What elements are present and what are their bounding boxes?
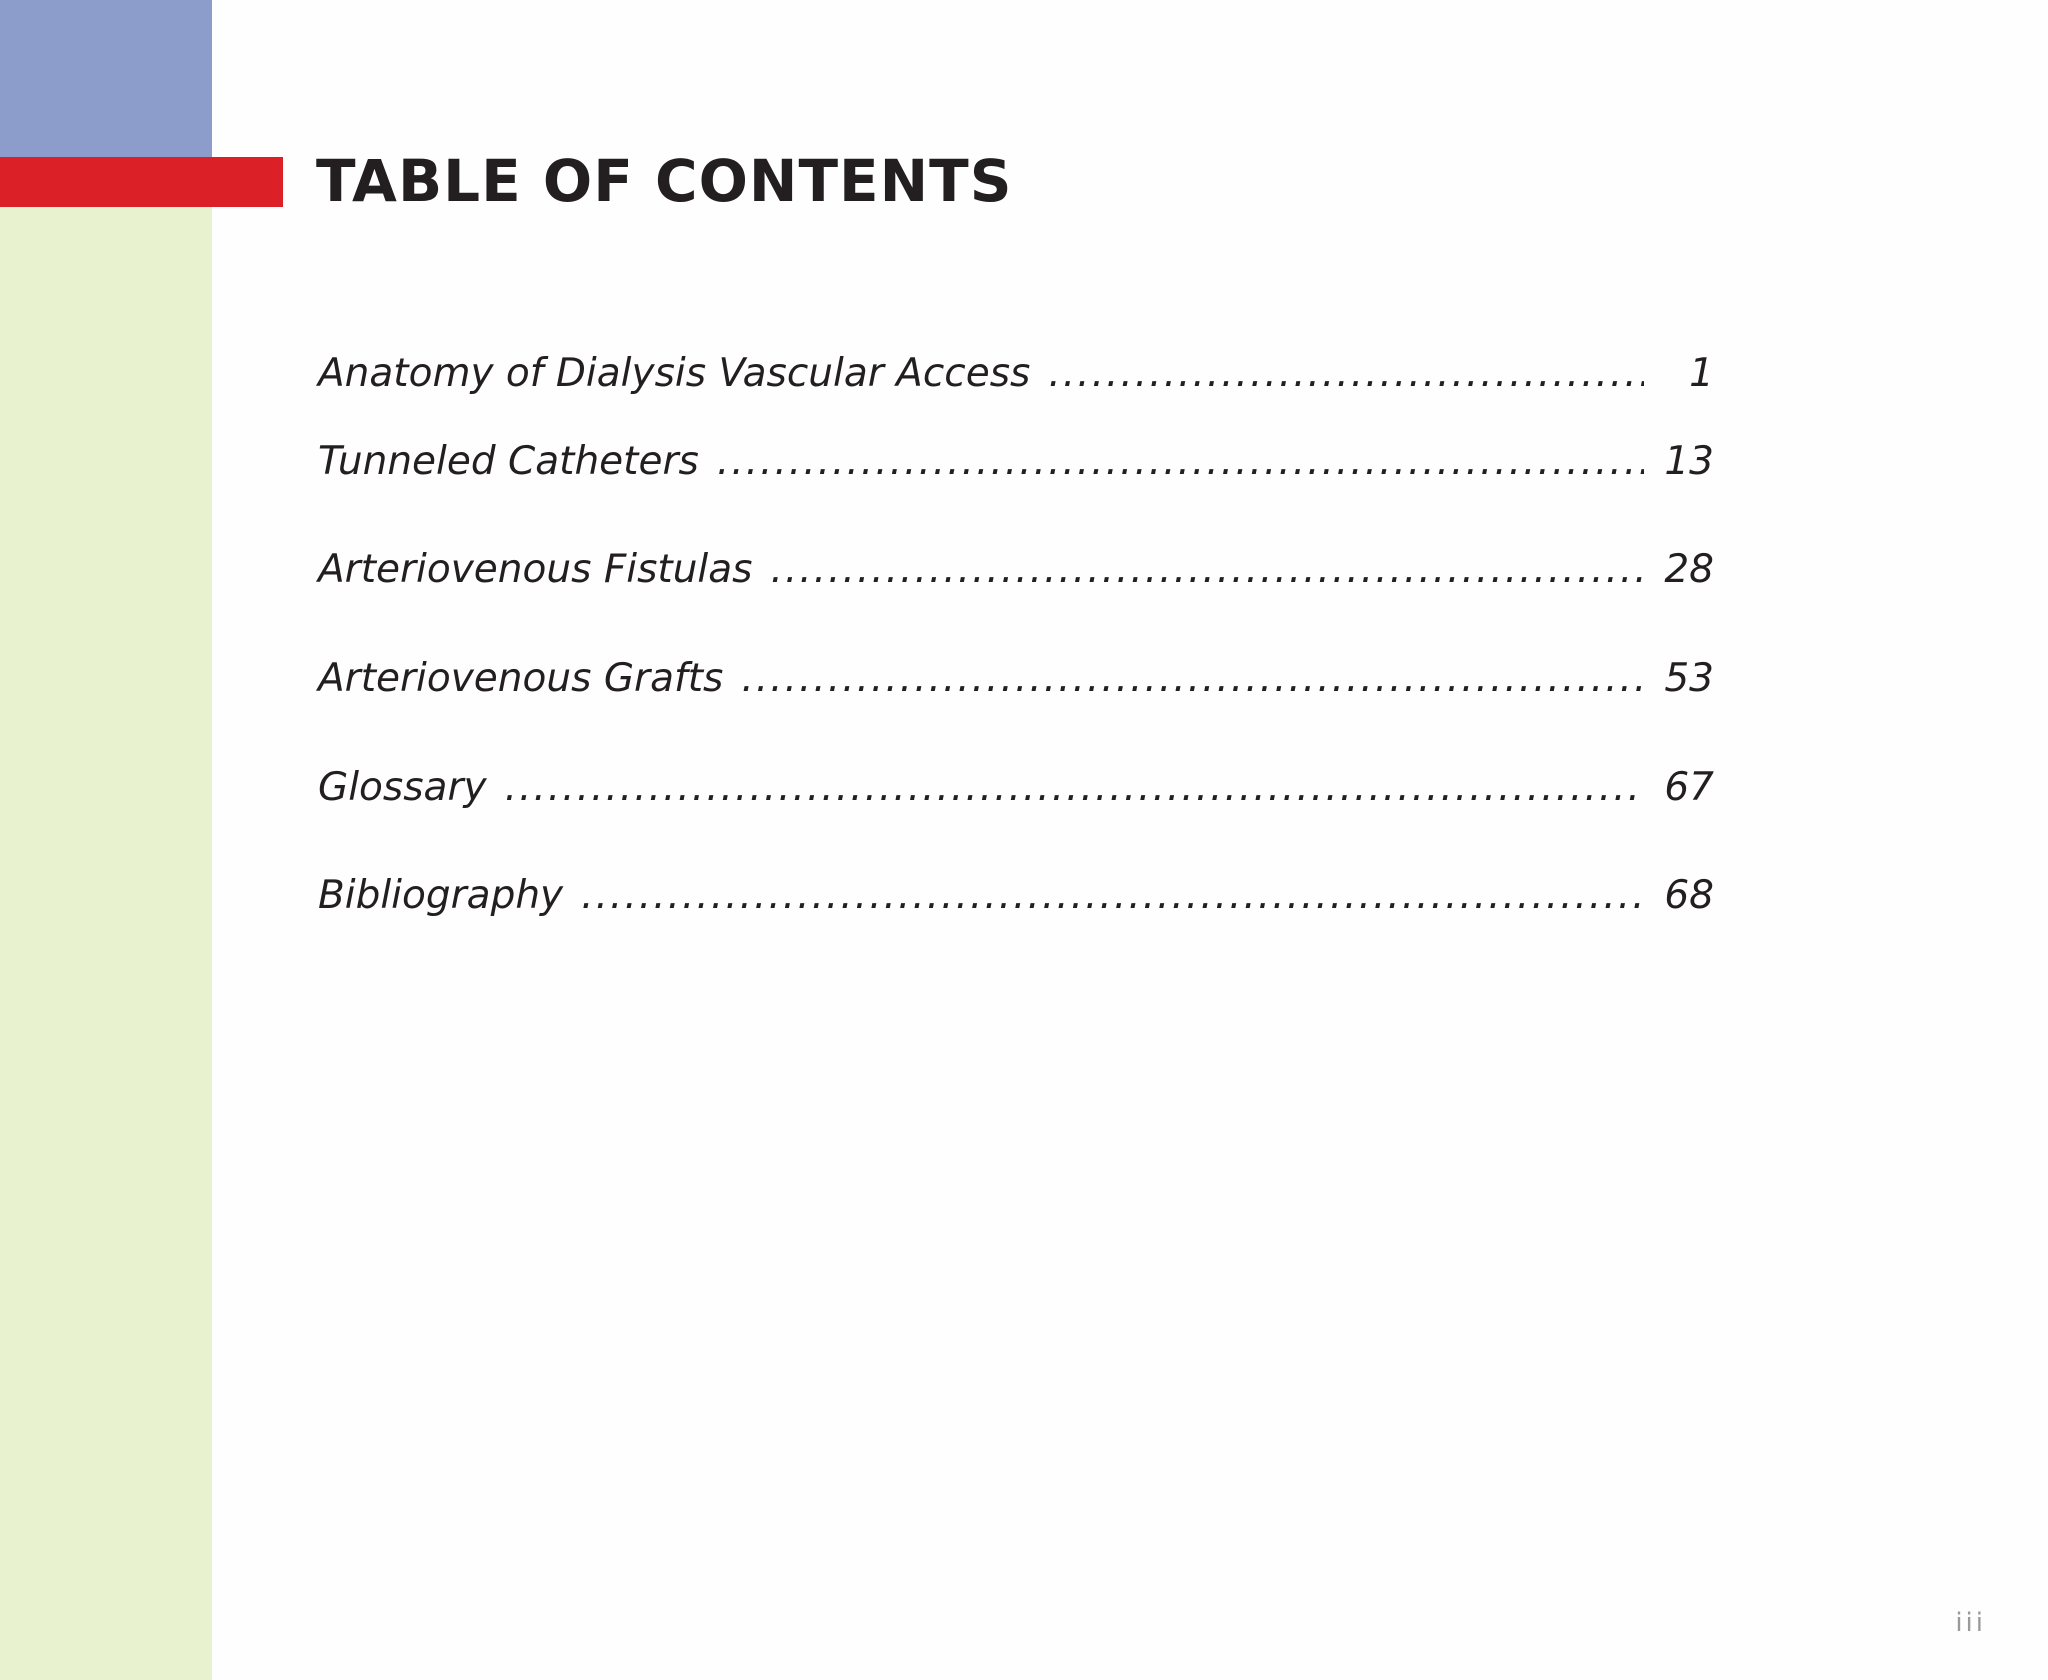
toc-entry-page: 13 — [1664, 439, 1714, 484]
toc-entry-label: Bibliography — [318, 873, 564, 918]
toc-dot-leader — [1048, 346, 1644, 402]
toc-entry[interactable] — [318, 651, 1714, 707]
toc-entry-page: 1 — [1689, 351, 1714, 396]
toc-entry-label: Arteriovenous Grafts — [318, 656, 724, 701]
toc-entry-label: Glossary — [318, 765, 487, 810]
red-accent-bar — [0, 157, 283, 207]
toc-dot-leader — [505, 760, 1644, 816]
toc-entry[interactable] — [318, 868, 1714, 924]
toc-entry[interactable] — [318, 760, 1714, 816]
toc-entry-label: Anatomy of Dialysis Vascular Access — [318, 351, 1031, 396]
toc-entry-page: 28 — [1664, 547, 1714, 592]
toc-dot-leader — [741, 651, 1644, 707]
toc-dot-leader — [581, 868, 1644, 924]
toc-entry[interactable] — [318, 542, 1714, 598]
page-title: TABLE OF CONTENTS — [316, 147, 1013, 215]
toc-entry-page: 68 — [1664, 873, 1714, 918]
toc-entry[interactable] — [318, 434, 1714, 490]
toc-entry-page: 53 — [1664, 656, 1714, 701]
toc-entry-page: 67 — [1664, 765, 1714, 810]
toc-dot-leader — [770, 542, 1644, 598]
toc-entry-label: Arteriovenous Fistulas — [318, 547, 753, 592]
left-color-band — [0, 0, 212, 1680]
toc-dot-leader — [717, 434, 1644, 490]
toc-entry-label: Tunneled Catheters — [318, 439, 699, 484]
toc-entry[interactable] — [318, 346, 1714, 402]
blue-accent-block — [0, 0, 212, 157]
page-number: iii — [1955, 1608, 1986, 1638]
